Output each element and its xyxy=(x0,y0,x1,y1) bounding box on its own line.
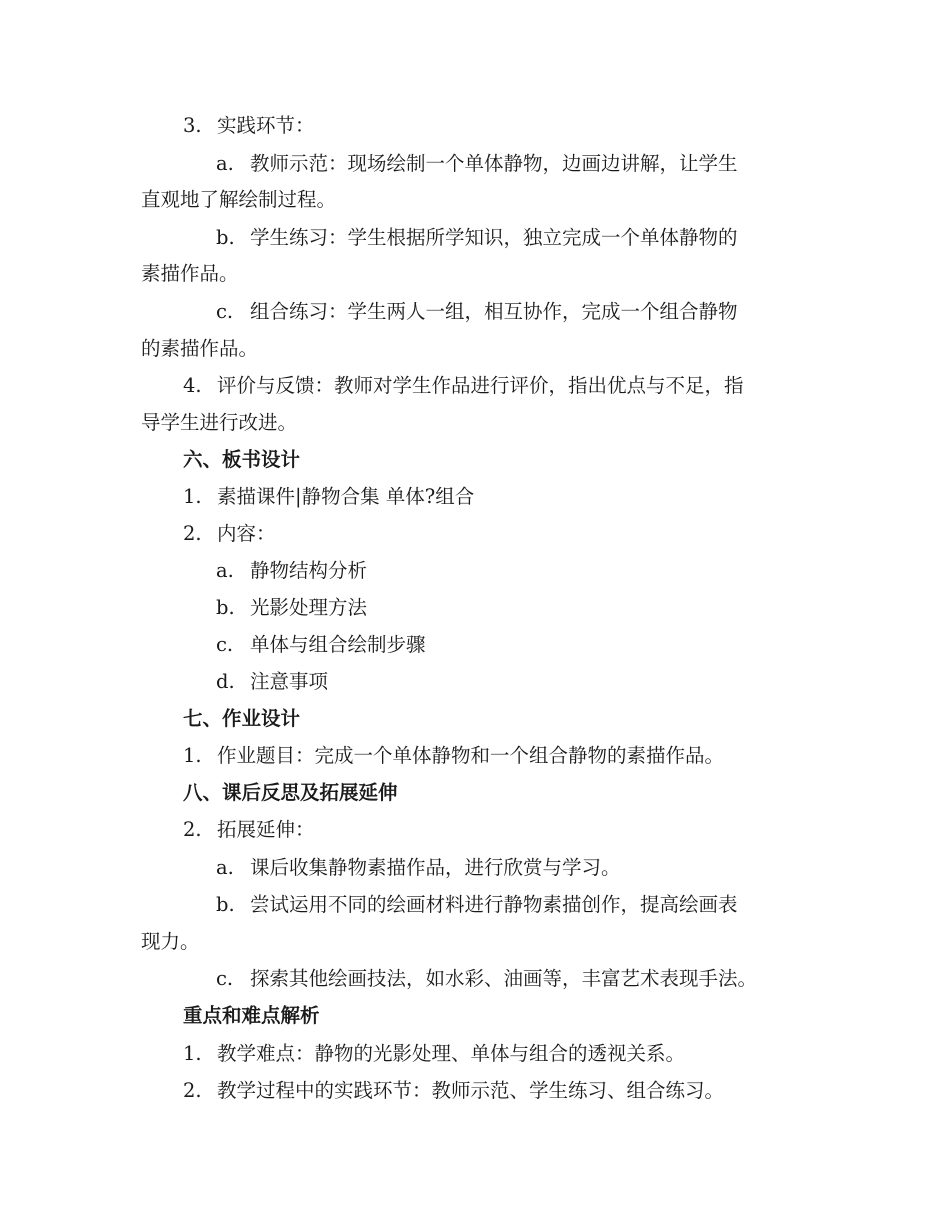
sub-item-b-cont: 素描作品。 xyxy=(141,262,239,285)
sub-item-c-cont: 的素描作品。 xyxy=(141,337,259,360)
reflection-sub-a xyxy=(216,855,621,881)
section-heading-6: 六、板书设计 xyxy=(183,448,301,471)
sub-text: 注意事项 xyxy=(250,670,329,693)
sub-marker: a. xyxy=(216,559,234,582)
sub-marker: d. xyxy=(216,670,235,693)
list-text: 实践环节： xyxy=(217,114,315,137)
sub-marker: b. xyxy=(216,893,235,916)
list-text: 内容： xyxy=(217,522,276,545)
list-number: 1. xyxy=(183,1042,202,1065)
reflection-sub-b-cont: 现力。 xyxy=(141,930,200,953)
sub-text: 单体与组合绘制步骤 xyxy=(250,633,426,656)
sub-text: 探索其他绘画技法，如水彩、油画等，丰富艺术表现手法。 xyxy=(250,967,758,990)
list-number: 2. xyxy=(183,818,202,841)
reflection-sub-b xyxy=(216,892,738,918)
sub-text: 课后收集静物素描作品，进行欣赏与学习。 xyxy=(250,856,621,879)
sub-text: 光影处理方法 xyxy=(250,596,368,619)
list-number: 3. xyxy=(183,114,202,137)
list-number: 1. xyxy=(183,485,202,508)
sub-marker: a. xyxy=(216,152,234,175)
section-heading-key-points: 重点和难点解析 xyxy=(183,1004,320,1027)
board-sub-c xyxy=(216,632,426,658)
sub-item-a xyxy=(216,151,738,177)
list-number: 4. xyxy=(183,374,202,397)
list-number: 2. xyxy=(183,522,202,545)
reflection-item-2 xyxy=(183,817,315,843)
homework-item-1 xyxy=(183,743,724,769)
board-item-2 xyxy=(183,521,276,547)
reflection-sub-c xyxy=(216,966,757,992)
sub-text: 尝试运用不同的绘画材料进行静物素描创作，提高绘画表 xyxy=(250,893,738,916)
sub-item-b xyxy=(216,225,738,251)
sub-text: 静物结构分析 xyxy=(250,559,368,582)
list-text: 拓展延伸： xyxy=(217,818,315,841)
sub-item-c xyxy=(216,299,738,325)
sub-marker: a. xyxy=(216,856,234,879)
sub-item-a-cont: 直观地了解绘制过程。 xyxy=(141,188,337,211)
sub-text: 组合练习：学生两人一组，相互协作，完成一个组合静物 xyxy=(250,300,738,323)
list-text: 素描课件|静物合集 单体?组合 xyxy=(217,485,475,508)
board-sub-d xyxy=(216,669,328,695)
list-number: 2. xyxy=(183,1079,202,1102)
board-sub-a xyxy=(216,558,367,584)
list-text: 教学难点：静物的光影处理、单体与组合的透视关系。 xyxy=(217,1042,686,1065)
board-sub-b xyxy=(216,595,367,621)
board-item-1 xyxy=(183,484,474,510)
list-text: 教学过程中的实践环节：教师示范、学生练习、组合练习。 xyxy=(217,1079,725,1102)
list-item-4 xyxy=(183,373,744,399)
key-point-2 xyxy=(183,1078,724,1104)
list-item-3 xyxy=(183,113,315,139)
sub-text: 教师示范：现场绘制一个单体静物，边画边讲解，让学生 xyxy=(250,152,738,175)
sub-marker: b. xyxy=(216,596,235,619)
sub-marker: c. xyxy=(216,967,234,990)
key-point-1 xyxy=(183,1041,685,1067)
sub-marker: c. xyxy=(216,300,234,323)
list-text: 作业题目：完成一个单体静物和一个组合静物的素描作品。 xyxy=(217,744,725,767)
list-text: 评价与反馈：教师对学生作品进行评价，指出优点与不足，指 xyxy=(217,374,744,397)
sub-text: 学生练习：学生根据所学知识，独立完成一个单体静物的 xyxy=(250,226,738,249)
sub-marker: c. xyxy=(216,633,234,656)
list-number: 1. xyxy=(183,744,202,767)
sub-marker: b. xyxy=(216,226,235,249)
section-heading-8: 八、课后反思及拓展延伸 xyxy=(183,781,398,804)
list-item-4-cont: 导学生进行改进。 xyxy=(141,411,298,434)
section-heading-7: 七、作业设计 xyxy=(183,707,301,730)
